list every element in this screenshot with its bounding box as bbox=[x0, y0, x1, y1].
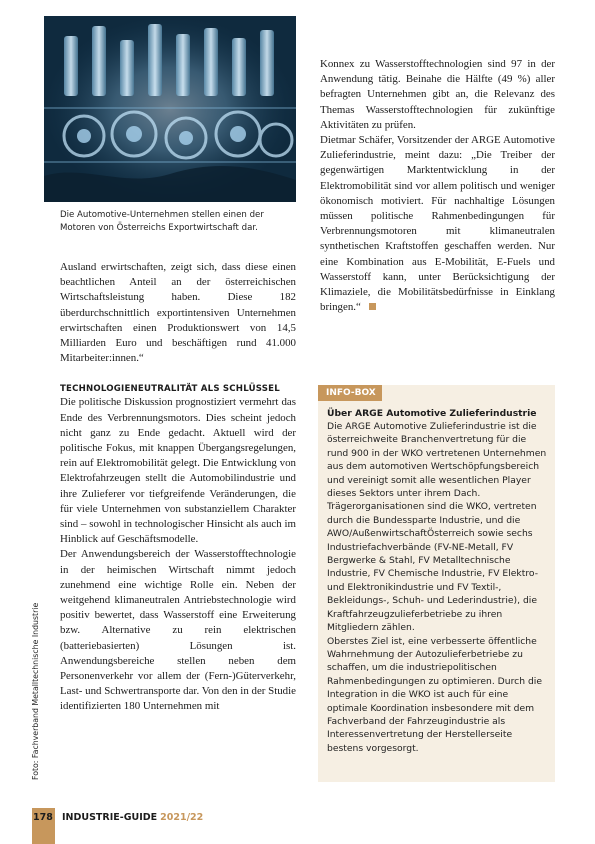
right-paragraph-1: Konnex zu Wasserstofftechnologien sind 97 in der Anwendung tätig. Beinahe die Hälfte (49 %) aller befragten Unternehmen gibt an, die Relevanz des Themas Wasserstofftechnologien für zukünftige Aktivitäten zu prüfen. bbox=[320, 58, 555, 131]
info-box bbox=[318, 385, 555, 782]
quote-text: Dietmar Schäfer, Vorsitzender der ARGE Automotive Zulieferindustrie, meint dazu: „Die Treiber der gegenwärtigen Marktentwicklung in der Elektromobilität sind vor allem politisch und weniger ökonomisch motiviert. Für nachhaltige Lösungen müssen politische Rahmenbedingungen für Verbrennungsmotoren mit klimaneutralen synthetischen Kraftstoffen geschaffen werden. Nur eine Kombination aus E-Mobilität, E-Fuels und Wasserstoff kann, unter Berücksichtigung der Klimaziele, die Mobilitätsbedürfnisse in Einklang bringen.“ bbox=[320, 134, 555, 314]
right-column bbox=[320, 57, 555, 315]
article-end-marker bbox=[369, 303, 376, 310]
info-box-text bbox=[327, 420, 549, 755]
info-box-paragraph-2: Oberstes Ziel ist, eine verbesserte öffentliche Wahrnehmung der Autozulieferbetriebe zu schaffen, um die industriepolitischen Rahmenbedingungen zu optimieren. Durch die Integration in die WKO ist auch für eine optimale Koordination insbesondere mit dem Fachverband der Fahrzeugindustrie als Interessenvertretung der Herstellerseite bestens vorgesorgt. bbox=[327, 635, 542, 754]
photo-credit: Foto: Fachverband Metalltechnische Industrie bbox=[31, 602, 40, 780]
left-paragraph-3: Der Anwendungsbereich der Wasserstofftechnologie in der heimischen Wirtschaft nimmt jedoch zunehmend eine wichtige Rolle ein. Neben der weitgehend klimaneutralen Antriebstechnologie wird positiv bewertet, dass Wasserstoff eine Erweiterung bzw. Alternative zu rein elektrischen (batteriebasierten) Lösungen ist. Anwendungsbereiche stellen neben dem Personenverkehr vor allem der (Fern-)Güterverkehr, Last- und Schwertransporte dar. Von den in der Studie identifizierten 180 Unternehmen mit bbox=[60, 548, 296, 713]
left-column bbox=[60, 260, 296, 715]
publication-title bbox=[62, 812, 203, 823]
article-photo bbox=[44, 16, 296, 202]
left-paragraph-1: Ausland erwirtschaften, zeigt sich, dass diese einen beachtlichen Anteil an der österreichischen Wirtschaftsleistung haben. Diese 182 überdurchschnittlich exportintensiven Unternehmen erwirtschaften einen Produktionswert von 14,5 Milliarden Euro und beschäftigen rund 41.000 Mitarbeiter:innen.“ bbox=[60, 261, 296, 365]
section-heading: TECHNOLOGIENEUTRALITÄT ALS SCHLÜSSEL bbox=[60, 384, 280, 395]
publication-name: INDUSTRIE-GUIDE bbox=[62, 812, 158, 823]
info-box-label: INFO-BOX bbox=[318, 385, 382, 401]
engine-parts-image bbox=[44, 16, 296, 202]
photo-caption: Die Automotive-Unternehmen stellen einen der Motoren von Österreichs Exportwirtschaft dar. bbox=[60, 210, 264, 233]
info-box-paragraph-1: Die ARGE Automotive Zulieferindustrie ist die österreichweite Branchenvertretung für die rund 900 in der WKO vertretenen Unternehmen aus dem automotiven Wertschöpfungsbereich und vereinigt somit alle wesentlichen Player dieses Sektors unter ihrem Dach. Trägerorganisationen sind die WKO, vertreten durch die Bundessparte Industrie, und die AWO/AußenwirtschaftÖsterreich sowie sechs Industriefachverbände (FV-NE-Metall, FV Bergwerke & Stahl, FV Metalltechnische Industrie, FV Chemische Industrie, FV Elektro- und Elektronikindustrie und FV Textil-, Bekleidungs-, Schuh- und Lederindustrie), die Kraftfahrzeugzulieferbetriebe zu ihren Mitgliedern zählen. bbox=[327, 421, 547, 634]
right-paragraph-2 bbox=[320, 133, 555, 315]
left-paragraph-2: Die politische Diskussion prognostiziert vermehrt das Ende des Verbrennungsmotors. Dies scheint jedoch nicht ganz zu Ende gedacht. Aktuell wird der politische Fokus, mit knappen Übergangsregelungen, rein auf Elektromobilität gelegt. Die Entwicklung von Elektrofahrzeugen stellt die Automobilindustrie und ihre Zulieferer vor tiefgreifende Veränderungen, die für viele Unternehmen von substanziellem Charakter sind – sowohl in technologischer Hinsicht als auch im Hinblick auf Geschäftsmodelle. bbox=[60, 396, 296, 546]
publication-year: 2021/22 bbox=[160, 812, 204, 823]
page-number: 178 bbox=[33, 812, 53, 823]
info-box-title: Über ARGE Automotive Zulieferindustrie bbox=[327, 408, 537, 419]
